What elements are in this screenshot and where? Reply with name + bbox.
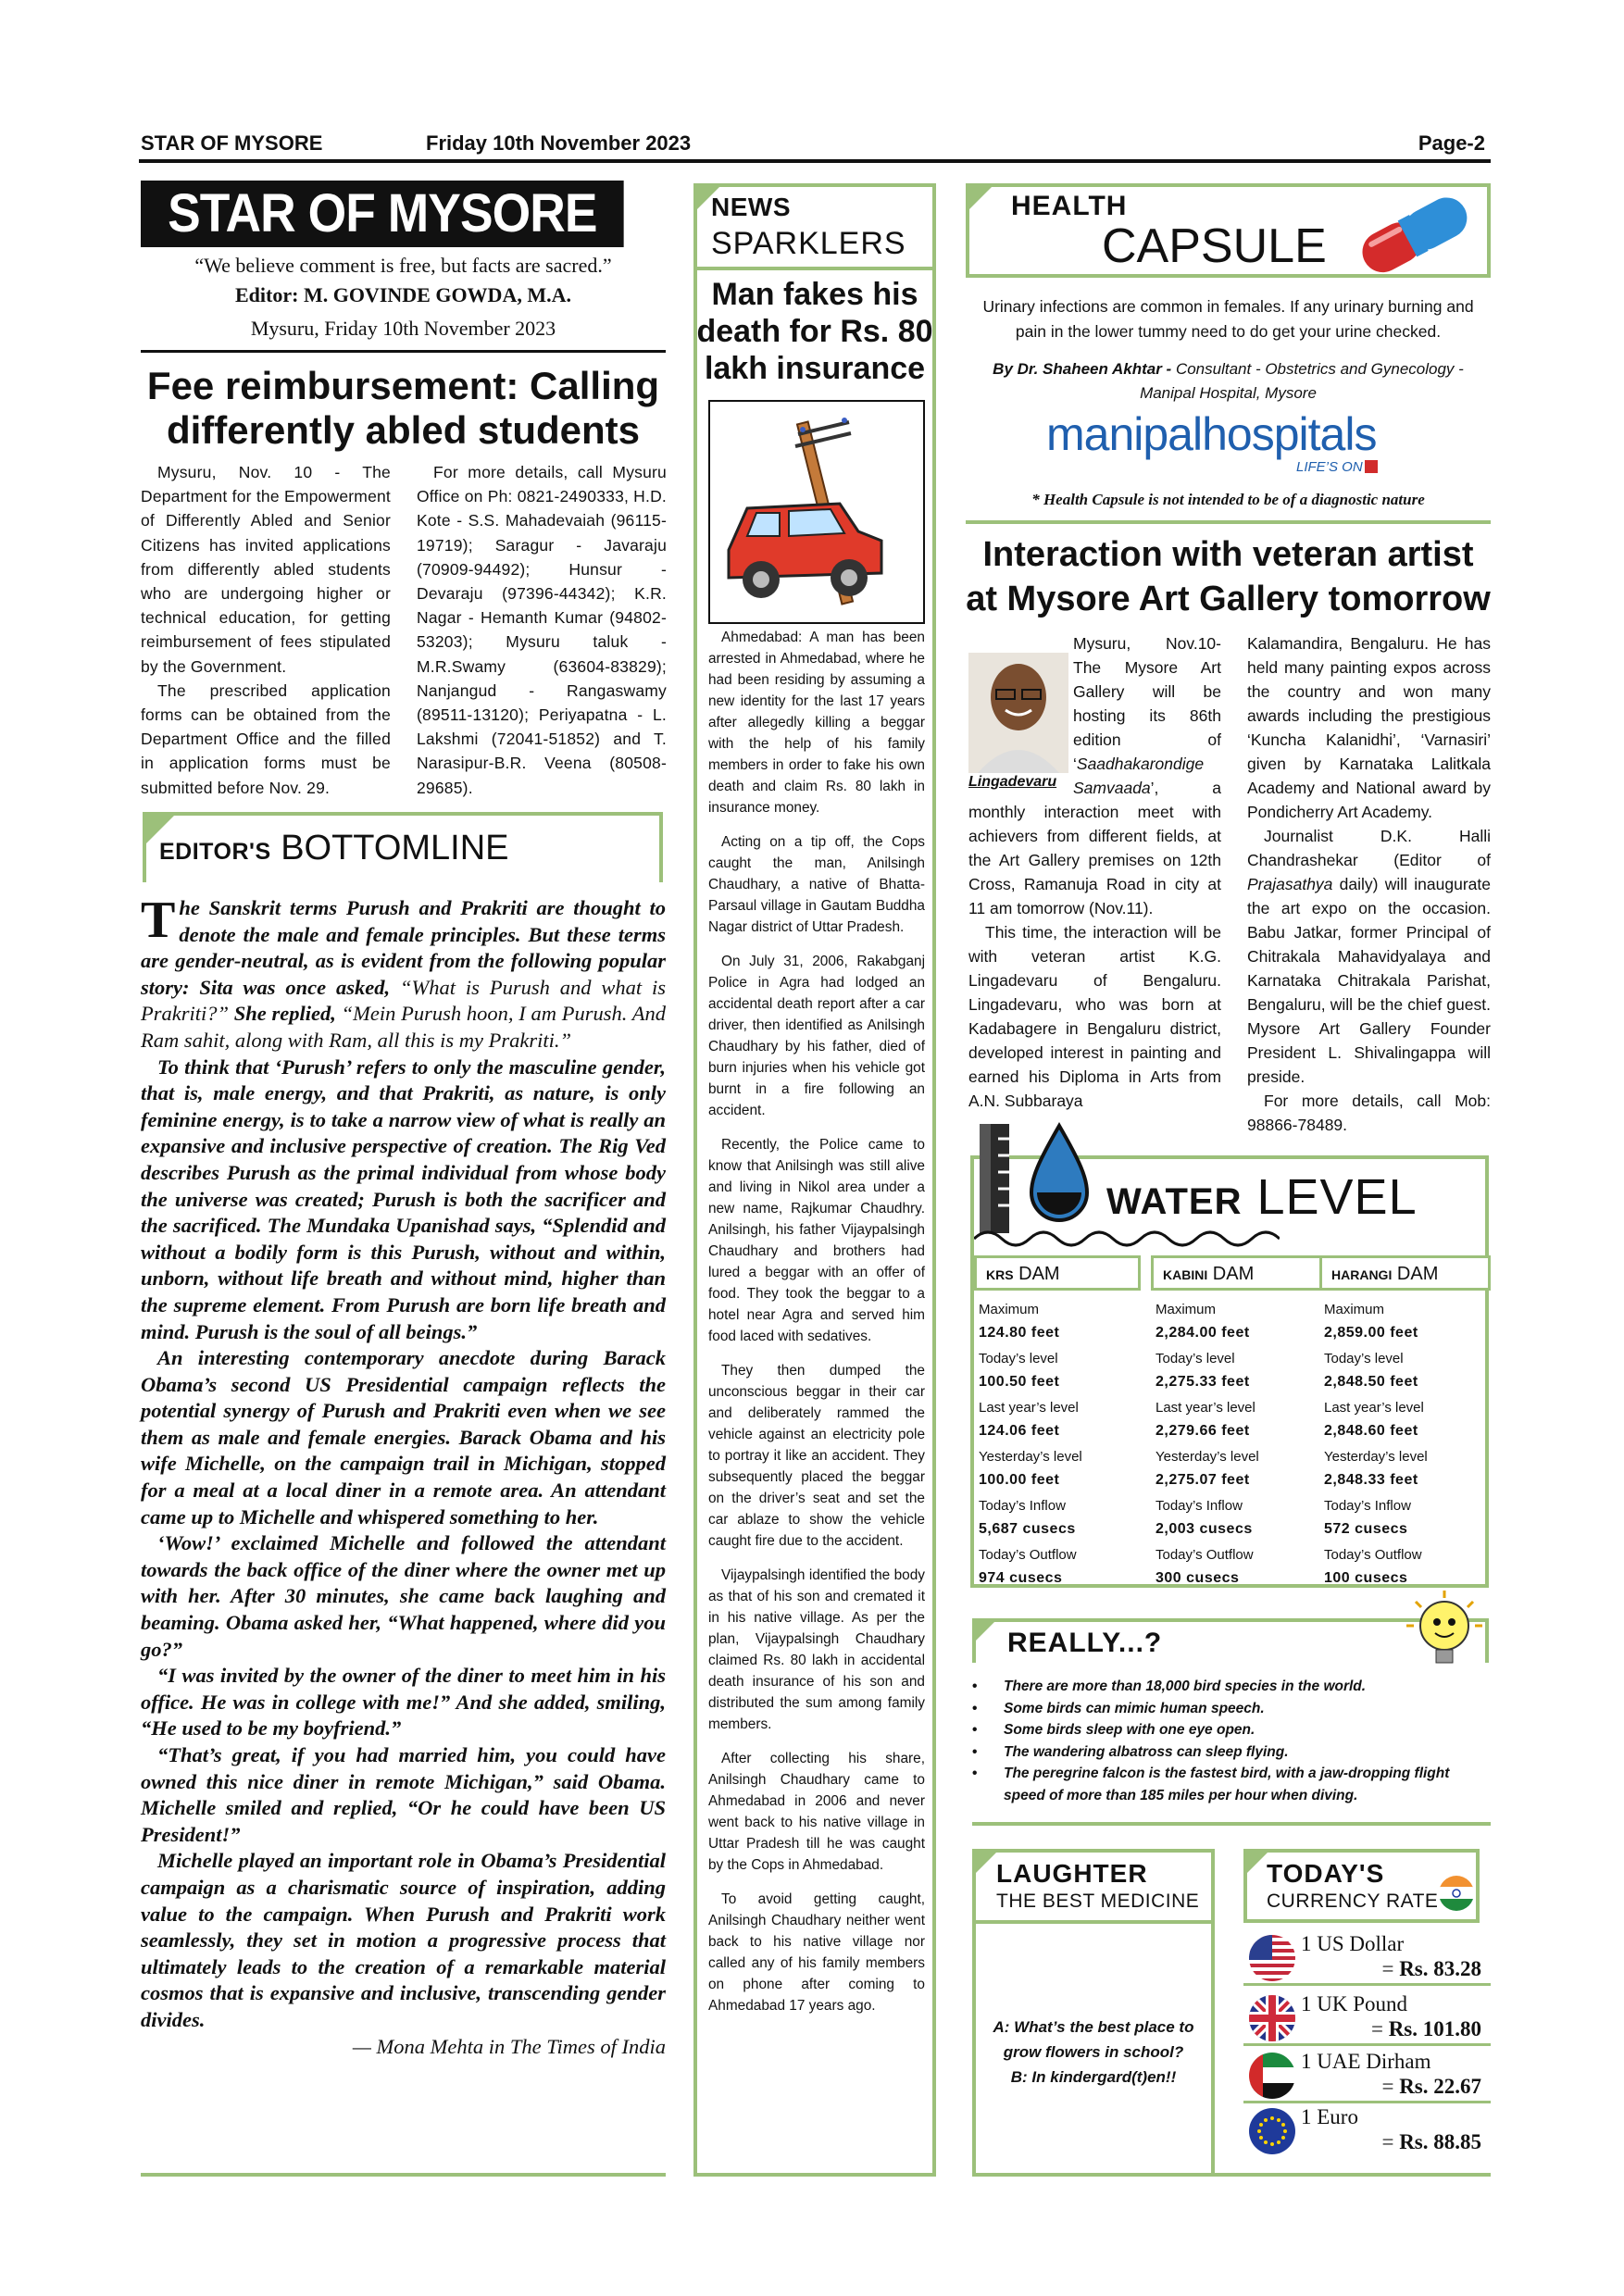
dam-stats bbox=[1156, 1299, 1313, 1593]
bottomline-quote: “What is Purush and what is Prakriti?” bbox=[141, 975, 666, 1026]
currency-row bbox=[1243, 1989, 1491, 2046]
bottomline-credit: — Mona Mehta in The Times of India bbox=[352, 2034, 666, 2058]
dam-stat-value: 572 cusecs bbox=[1324, 1520, 1408, 1537]
health-label: HEALTH bbox=[1011, 191, 1128, 221]
dam-tab bbox=[1151, 1255, 1322, 1291]
currency-value: = Rs. 83.28 bbox=[1381, 1957, 1481, 1980]
currency-name: 1 US Dollar bbox=[1301, 1932, 1405, 1955]
masthead-rule bbox=[141, 350, 666, 353]
currency-name: 1 Euro bbox=[1301, 2105, 1358, 2128]
dam-stat-value: 100 cusecs bbox=[1324, 1569, 1408, 1586]
news-para: Acting on a tip off, the Cops caught the man, Anilsingh Chaudhary, a native of Bhatta-Parsaul village in Gautam Buddha Nagar district of Uttar Pradesh. bbox=[708, 834, 925, 935]
photo-caption: Lingadevaru bbox=[968, 774, 1057, 790]
news-para: Recently, the Police came to know that Anilsingh was still alive and living in Nikol area under a new name, Rajkumar Chaudhry. Anilsingh, his father Vijaypalsingh Chaudhary and brothers had lured a beggar with an offer of food. They took the beggar to a hotel near Agra and served him food laced with sedatives. bbox=[708, 1137, 925, 1344]
dam-stat-label: Today’s level bbox=[1156, 1351, 1235, 1366]
bottomline-heading-bold: EDITOR'S bbox=[159, 839, 271, 865]
dam-stat-value: 5,687 cusecs bbox=[979, 1520, 1076, 1537]
news-para: Ahmedabad: A man has been arrested in Ahmedabad, where he had been residing by assuming a new identity for the last 17 years after allegedly killing a beggar with the help of his family members in order to fake his own death and claim Rs. 80 lakh in insurance money. bbox=[708, 630, 925, 816]
bottomline-text: She replied, bbox=[233, 1002, 336, 1026]
dam-stat-value: 2,859.00 feet bbox=[1324, 1324, 1418, 1341]
bottomline-para: Michelle played an important role in Obama’s Presidential campaign as a charismatic source of inspiration, adding value to the campaign. When Purush and Prakriti work seamlessly, they set in motion a progressive process that ultimately leads to the creation of a remarkable material cosmos that is expansive and inclusive, transcending gender divides. bbox=[141, 1849, 666, 2031]
bottomline-heading bbox=[159, 830, 509, 870]
dam-stat-value: 2,848.33 feet bbox=[1324, 1471, 1418, 1488]
currency-value: = Rs. 22.67 bbox=[1381, 2075, 1481, 2098]
drop-cap: T bbox=[141, 892, 176, 949]
currency-row bbox=[1243, 2102, 1491, 2159]
fee-column-1 bbox=[141, 460, 391, 800]
art-text: Mysuru, Nov.10- The Mysore Art Gallery will be hosting its 86th edition of ‘ bbox=[1073, 634, 1221, 773]
dam-stat-label: Maximum bbox=[1324, 1302, 1385, 1317]
health-rule bbox=[966, 520, 1491, 524]
news-para: Vijaypalsingh identified the body as that of his son and cremated it in his native village. As per the plan, Vijaypalsingh Chaudhary claimed Rs. 80 lakh in accidental death insurance of his son and distributed the sum among family members. bbox=[708, 1567, 925, 1732]
dam-stat-value: 2,275.07 feet bbox=[1156, 1471, 1250, 1488]
logo-tagline bbox=[1296, 459, 1378, 475]
facts-rule bbox=[972, 1822, 1491, 1826]
dam-stats bbox=[979, 1299, 1136, 1593]
joke-answer: B: In kindergard(t)en!! bbox=[1010, 2068, 1177, 2086]
fact-item: • Some birds can mimic human speech. bbox=[972, 1698, 1493, 1720]
health-byline bbox=[968, 357, 1489, 406]
currency-sublabel: CURRENCY RATE bbox=[1267, 1890, 1439, 1912]
fact-item: • The peregrine falcon is the fastest bird, with a jaw-dropping flight speed of more than 185 miles per hour when diving. bbox=[972, 1763, 1493, 1806]
dam-short-name: KRS bbox=[986, 1267, 1014, 1282]
art-column-2 bbox=[1247, 631, 1491, 1137]
news-rule bbox=[693, 267, 936, 270]
fact-item: • Some birds sleep with one eye open. bbox=[972, 1719, 1493, 1741]
column-rule bbox=[141, 2173, 666, 2177]
dam-stat-value: 124.06 feet bbox=[979, 1422, 1060, 1439]
currency-row bbox=[1243, 1928, 1491, 1986]
logo-text: hospitals bbox=[1202, 408, 1377, 460]
fact-item: • The wandering albatross can sleep flying. bbox=[972, 1741, 1493, 1764]
dam-stat-label: Last year’s level bbox=[979, 1400, 1079, 1416]
dam-stat-label: Today’s Inflow bbox=[1324, 1498, 1411, 1514]
currency-row bbox=[1243, 2046, 1491, 2103]
water-level-heading bbox=[1106, 1168, 1418, 1226]
dam-tab bbox=[1319, 1255, 1491, 1291]
logo-text: manipal bbox=[1046, 408, 1203, 460]
dam-stat-label: Today’s Outflow bbox=[1156, 1547, 1254, 1563]
bottomline-article bbox=[141, 892, 667, 2060]
art-para: This time, the interaction will be with veteran artist K.G. Lingadevaru of Bengaluru. Lingadevaru, who was born at Kadabagere in Bengaluru district, developed interest in painting and earned his Diploma in Arts from A.N. Subbaraya bbox=[968, 923, 1221, 1110]
dam-short-name: HARANGI bbox=[1331, 1267, 1393, 1282]
bottomline-para: ‘Wow!’ exclaimed Michelle and followed the attendant towards the back office of the diner where the owner met up with her. After 30 minutes, she came back laughing and beaming. Obama asked her, “What happened, where did you go?” bbox=[141, 1531, 666, 1661]
laughter-sublabel: THE BEST MEDICINE bbox=[996, 1890, 1200, 1912]
running-header-paper: STAR OF MYSORE bbox=[141, 131, 323, 155]
header-rule bbox=[139, 159, 1491, 163]
dam-stat-label: Today’s Outflow bbox=[979, 1547, 1077, 1563]
car-crash-illustration bbox=[708, 400, 925, 624]
health-author-title: Consultant - Obstetrics and Gynecology - Manipal Hospital, Mysore bbox=[1140, 360, 1464, 402]
dam-stat-value: 2,284.00 feet bbox=[1156, 1324, 1250, 1341]
dam-stat-label: Today’s Outflow bbox=[1324, 1547, 1422, 1563]
fee-para: The prescribed application forms can be obtained from the Department Office and the filled in application forms must be submitted before Nov. 29. bbox=[141, 680, 391, 797]
dam-label: DAM bbox=[1212, 1264, 1255, 1284]
art-para: Journalist D.K. Halli Chandrashekar (Editor of Prajasathya daily) will inaugurate the art expo on the occasion. Babu Jatkar, former Principal of Chitrakala Mahavidyalaya and Karnataka Chitrakala Parishat, Bengaluru, will be the chief guest. Mysore Art Gallery Founder President L. Shivalingappa will preside. bbox=[1247, 827, 1491, 1086]
currency-name: 1 UK Pound bbox=[1301, 1992, 1408, 2015]
art-event-name: Saadhakarondige Samvaada bbox=[1073, 755, 1205, 797]
india-flag-icon bbox=[1438, 1875, 1475, 1912]
laughter-rule bbox=[972, 1920, 1215, 1924]
health-disclaimer: * Health Capsule is not intended to be of a diagnostic nature bbox=[1031, 491, 1425, 508]
bottomline-heading-text: BOTTOMLINE bbox=[281, 829, 509, 867]
bottomline-para: To think that ‘Purush’ refers to only the masculine gender, that is, male energy, and that Prakriti, as nature, is only feminine energy, is to take a narrow view of what is really an expansive and inclusive perspective of creation. The Rig Ved describes Purush as the primal individual from whose body the universe was created; Purush is both the sacrificer and the sacrificed. The Mundaka Upanishad says, “Splendid and without a bodily form is this Purush, without and within, unborn, without life breath and without mind, higher than the supreme element. From Purush are born life breath and mind. Purush is the soul of all beings.” bbox=[141, 1054, 666, 1343]
dam-stat-label: Last year’s level bbox=[1324, 1400, 1424, 1416]
corner-triangle bbox=[972, 1618, 998, 1644]
dam-label: DAM bbox=[1396, 1264, 1439, 1284]
dam-short-name: KABINI bbox=[1163, 1267, 1208, 1282]
dam-stats bbox=[1324, 1299, 1481, 1593]
news-para: After collecting his share, Anilsingh Chaudhary came to Ahmedabad in 2006 and never went back to his native village in Uttar Pradesh till he was caught by the Cops in Ahmedabad. bbox=[708, 1751, 925, 1873]
dam-stat-value: 2,848.60 feet bbox=[1324, 1422, 1418, 1439]
car-pole-icon bbox=[710, 402, 923, 622]
currency-label: TODAY'S bbox=[1267, 1859, 1385, 1888]
art-para: Kalamandira, Bengaluru. He has held many painting expos across the country and won many awards including the prestigious ‘Kuncha Kalanidhi’, ‘Varnasiri’ given by Karnataka Lalitkala Academy and National award by Pondicherry Art Academy. bbox=[1247, 634, 1491, 821]
news-label: NEWS bbox=[711, 193, 791, 221]
bottomline-quote: “Mein Purush hoon, I am Purush. And Ram sahit, along with Ram, all this is my Prakriti.” bbox=[141, 1002, 667, 1052]
water-label: WATER bbox=[1106, 1181, 1243, 1222]
water-waves-icon bbox=[974, 1222, 1280, 1254]
capsule-icon bbox=[1350, 191, 1485, 274]
really-heading: REALLY...? bbox=[1007, 1628, 1163, 1658]
dam-stat-label: Today’s level bbox=[979, 1351, 1058, 1366]
dam-stat-value: 2,275.33 feet bbox=[1156, 1373, 1250, 1390]
column-rule bbox=[972, 2173, 1491, 2177]
bottomline-text: he Sanskrit terms Purush and Prakriti are thought to denote the male and female principles. But these terms are gender-neutral, as is evident from the following popular story: Sita was once asked, bbox=[141, 896, 666, 999]
dam-stat-label: Last year’s level bbox=[1156, 1400, 1255, 1416]
dam-stat-label: Today’s level bbox=[1324, 1351, 1404, 1366]
fact-item: • There are more than 18,000 bird species in the world. bbox=[972, 1676, 1493, 1698]
news-body bbox=[708, 627, 925, 2029]
dam-tab bbox=[974, 1255, 1141, 1291]
news-para: They then dumped the unconscious beggar in their car and deliberately rammed the vehicle against an electricity pole to portray it like an accident. They subsequently placed the beggar on the driver’s seat and set the car ablaze to show the vehicle caught fire due to the accident. bbox=[708, 1363, 925, 1549]
currency-value: = Rs. 101.80 bbox=[1370, 2017, 1481, 2040]
dam-stat-value: 2,003 cusecs bbox=[1156, 1520, 1253, 1537]
page-number: Page-2 bbox=[1418, 131, 1485, 155]
health-author: By Dr. Shaheen Akhtar - bbox=[993, 360, 1172, 378]
fee-para: For more details, call Mysuru Office on Ph: 0821-2490333, H.D. Kote - S.S. Mahadevaiah (96115-19719); Saragur - Javaraju (70909-94492); Hunsur - Devaraju (97396-44342); K.R. Nagar - Hemanth Kumar (94802-53203); Mysuru taluk - M.R.Swamy (63604-83829); Nanjangud - Rangaswamy (89511-13120); Periyapatna - L. Lakshmi (72041-51852) and T. Narasipur-B.R. Veena (80508-29685). bbox=[417, 463, 667, 797]
fee-column-2 bbox=[417, 460, 667, 800]
dam-stat-label: Yesterday’s level bbox=[1156, 1449, 1259, 1465]
bottomline-para: “That’s great, if you had married him, you could have owned this nice diner in remote Michigan,” said Obama. Michelle smiled and replied, “Or he could have been US President!” bbox=[141, 1743, 666, 1846]
masthead-motto: “We believe comment is free, but facts are sacred.” bbox=[194, 254, 612, 277]
capsule-label: CAPSULE bbox=[1102, 219, 1327, 273]
really-facts-list bbox=[972, 1676, 1493, 1806]
plus-icon bbox=[1365, 460, 1378, 473]
dam-stat-label: Maximum bbox=[1156, 1302, 1217, 1317]
dam-stat-label: Yesterday’s level bbox=[1324, 1449, 1428, 1465]
dam-stat-label: Today’s Inflow bbox=[1156, 1498, 1243, 1514]
fee-headline: Fee reimbursement: Calling differently abled students bbox=[146, 364, 660, 452]
currency-value: = Rs. 88.85 bbox=[1381, 2130, 1481, 2153]
dam-stat-value: 2,848.50 feet bbox=[1324, 1373, 1418, 1390]
joke-text bbox=[975, 2015, 1212, 2090]
masthead-dateline: Mysuru, Friday 10th November 2023 bbox=[250, 317, 556, 340]
dam-stat-label: Yesterday’s level bbox=[979, 1449, 1082, 1465]
sparklers-label: SPARKLERS bbox=[711, 226, 906, 261]
masthead: STAR OF MYSORE bbox=[141, 181, 624, 247]
level-label: LEVEL bbox=[1256, 1169, 1418, 1225]
joke-question: A: What’s the best place to grow flowers in school? bbox=[993, 2018, 1194, 2061]
dam-label: DAM bbox=[1018, 1264, 1060, 1284]
artist-photo bbox=[968, 653, 1068, 773]
dam-stat-label: Maximum bbox=[979, 1302, 1040, 1317]
dam-stat-value: 100.00 feet bbox=[979, 1471, 1060, 1488]
art-para: For more details, call Mob: 98866-78489. bbox=[1247, 1092, 1491, 1134]
bottomline-para: An interesting contemporary anecdote during Barack Obama’s second US Presidential campaign reflects the potential synergy of Purush and Prakriti even when we see them as male and female energies. Barack Obama and his wife Michelle, on the campaign trail in Michigan, stopped for a meal at a local diner in a remote area. An attendant came up to Michelle and whispered something to her. bbox=[141, 1346, 666, 1529]
health-text: Urinary infections are common in females. If any urinary burning and pain in the lower tummy need to do get your urine checked. bbox=[982, 297, 1474, 341]
laughter-label: LAUGHTER bbox=[996, 1859, 1148, 1888]
masthead-editor: Editor: M. GOVINDE GOWDA, M.A. bbox=[235, 283, 571, 306]
dam-stat-value: 974 cusecs bbox=[979, 1569, 1063, 1586]
tagline-text: LIFE’S ON bbox=[1296, 459, 1363, 475]
news-headline: Man fakes his death for Rs. 80 lakh insurance bbox=[696, 277, 933, 386]
lightbulb-icon bbox=[1403, 1589, 1486, 1672]
art-headline: Interaction with veteran artist at Mysore Art Gallery tomorrow bbox=[966, 535, 1491, 618]
manipal-logo bbox=[1046, 407, 1376, 461]
running-header-date: Friday 10th November 2023 bbox=[426, 131, 692, 155]
dam-stat-value: 300 cusecs bbox=[1156, 1569, 1240, 1586]
news-para: To avoid getting caught, Anilsingh Chaudhary neither went back to his native village nor called any of his family members on phone after coming to Ahmedabad 17 years ago. bbox=[708, 1891, 925, 2014]
dam-stat-value: 124.80 feet bbox=[979, 1324, 1060, 1341]
news-para: On July 31, 2006, Rakabganj Police in Agra had lodged an accidental death report after a car driver, then identified as Anilsingh Chaudhary by his father, died of burn injuries when his vehicle got burnt in a fire following an accident. bbox=[708, 954, 925, 1118]
dam-stat-value: 2,279.66 feet bbox=[1156, 1422, 1250, 1439]
fee-para: Mysuru, Nov. 10 - The Department for the Empowerment of Differently Abled and Senior Citizens has invited applications from differently abled students who are undergoing higher or technical education, for getting reimbursement of fees stipulated by the Government. bbox=[141, 463, 391, 676]
bottomline-para: “I was invited by the owner of the diner to meet him in his office. He was in college with me!” And she added, smiling, “He used to be my boyfriend.” bbox=[141, 1664, 666, 1741]
dam-stat-value: 100.50 feet bbox=[979, 1373, 1060, 1390]
currency-name: 1 UAE Dirham bbox=[1301, 2050, 1431, 2073]
art-text: ’, a monthly interaction meet with achievers from different fields, at the Art Gallery premises on 12th Cross, Ramanuja Road in city at 11 am tomorrow (Nov.11). bbox=[968, 779, 1221, 917]
dam-stat-label: Today’s Inflow bbox=[979, 1498, 1066, 1514]
corner-triangle bbox=[966, 183, 995, 213]
